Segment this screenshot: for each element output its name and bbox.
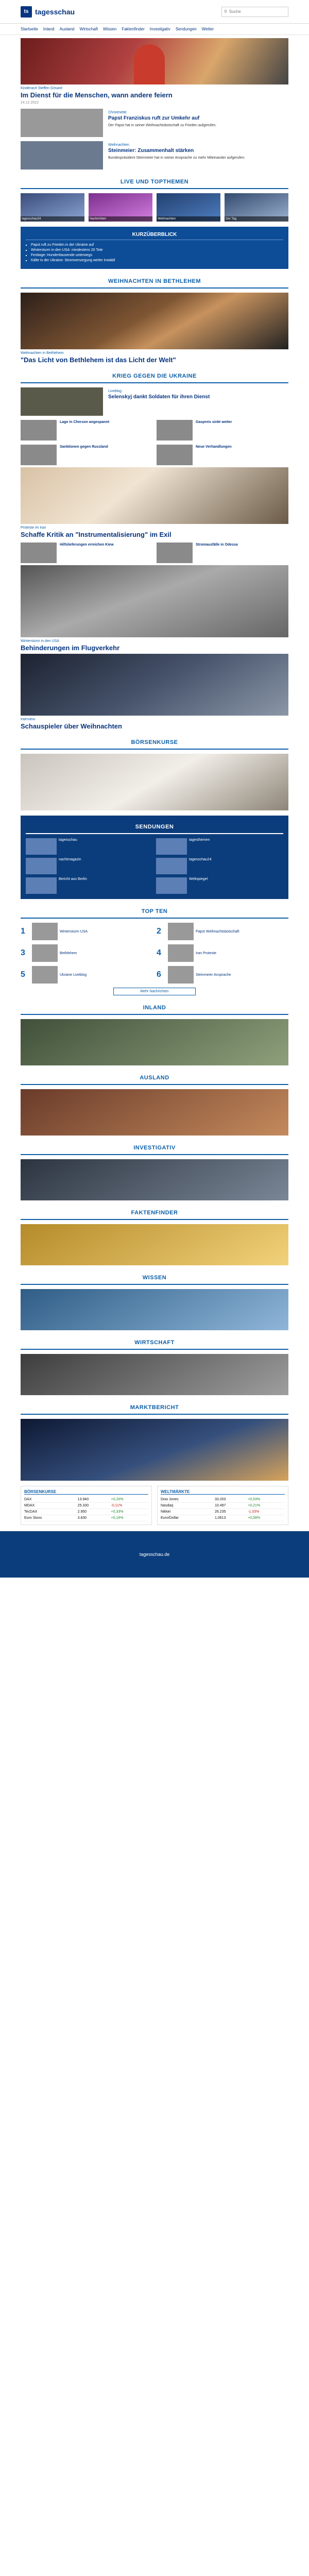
live-tile[interactable]: Der Tag bbox=[225, 193, 288, 222]
nav-item[interactable]: Wetter bbox=[201, 27, 214, 31]
search-placeholder: Suche bbox=[229, 9, 241, 14]
table-row[interactable]: Nikkei 26.235 -1,03% bbox=[161, 1509, 285, 1515]
sendung-item[interactable]: tagesschau24 bbox=[156, 858, 283, 874]
table-row[interactable]: Nasdaq 10.497 +0,21% bbox=[161, 1503, 285, 1509]
nav-item[interactable]: Wissen bbox=[103, 27, 117, 31]
wissen-image[interactable] bbox=[21, 1289, 288, 1330]
investigativ-image[interactable] bbox=[21, 1159, 288, 1200]
table-row[interactable]: MDAX 25.330 -0,11% bbox=[24, 1503, 148, 1509]
search-icon: ⚲ bbox=[224, 9, 227, 14]
search-input[interactable] bbox=[221, 7, 288, 17]
logo-mark: ts bbox=[21, 6, 32, 18]
table-row[interactable]: Euro Stoxx 3.830 +0,16% bbox=[24, 1515, 148, 1521]
teaser-kicker: Christmette bbox=[108, 111, 127, 114]
section-title-bethlehem: WEIHNACHTEN IN BETHLEHEM bbox=[21, 275, 288, 289]
hero-kicker: Kinderarzt Steffen Grisard bbox=[21, 87, 62, 90]
topten-item[interactable]: 6 Steinmeier Ansprache bbox=[157, 966, 288, 984]
section-title-boersen: BÖRSENKURSE bbox=[21, 736, 288, 750]
list-item[interactable]: Gaspreis sinkt weiter bbox=[157, 420, 288, 440]
teaser-text: Bundespräsident Steinmeier hat in seiner Ansprache zu mehr Miteinander aufgerufen. bbox=[108, 156, 246, 160]
boersen-table bbox=[21, 1486, 152, 1525]
topten-item[interactable]: 4 Iran Proteste bbox=[157, 944, 288, 962]
teaser[interactable] bbox=[21, 141, 288, 170]
footer bbox=[0, 1531, 309, 1578]
faktenfinder-image[interactable] bbox=[21, 1224, 288, 1265]
teaser-kicker: Liveblog bbox=[108, 389, 122, 393]
list-item[interactable]: Sanktionen gegen Russland bbox=[21, 445, 152, 465]
live-tile[interactable]: Nachrichten bbox=[89, 193, 152, 222]
bethlehem-image[interactable] bbox=[21, 293, 288, 349]
topten-item[interactable]: 2 Papst Weihnachtsbotschaft bbox=[157, 923, 288, 940]
market-tables bbox=[21, 1486, 288, 1525]
list-item[interactable]: Lage in Cherson angespannt bbox=[21, 420, 152, 440]
bethlehem-kicker: Weihnachten in Bethlehem bbox=[21, 351, 64, 355]
hero-headline[interactable]: Im Dienst für die Menschen, wann andere feiern bbox=[21, 91, 173, 99]
live-tile[interactable]: Weihnachten bbox=[157, 193, 220, 222]
interview-kicker: Interview bbox=[21, 718, 36, 721]
table-row[interactable]: TecDAX 2.950 +0,33% bbox=[24, 1509, 148, 1515]
top-bar bbox=[0, 0, 309, 24]
section-title-markt: MARKTBERICHT bbox=[21, 1401, 288, 1415]
kurz-item[interactable]: ▪ Papst ruft zu Frieden in der Ukraine auf bbox=[31, 243, 283, 247]
teaser[interactable] bbox=[21, 109, 288, 137]
hero-image[interactable] bbox=[21, 38, 288, 84]
sendung-item[interactable]: tagesthemen bbox=[156, 838, 283, 855]
welt-table bbox=[157, 1486, 288, 1525]
interview-headline[interactable]: Schauspieler über Weihnachten bbox=[21, 722, 122, 730]
kurzueberblick-box bbox=[21, 227, 288, 269]
table-row[interactable]: DAX 13.940 +0,20% bbox=[24, 1497, 148, 1503]
small-news-list bbox=[21, 420, 288, 465]
boersen-title: BÖRSENKURSE bbox=[24, 1489, 148, 1495]
table-row[interactable]: Dow Jones 33.203 +0,53% bbox=[161, 1497, 285, 1503]
weather-kicker: Wintersturm in den USA bbox=[21, 639, 60, 643]
section-title-ukraine: KRIEG GEGEN DIE UKRAINE bbox=[21, 370, 288, 383]
iran-image[interactable] bbox=[21, 467, 288, 524]
live-tiles bbox=[21, 193, 288, 222]
kurz-item[interactable]: ▪ Festtage: Hunderttausende unterwegs bbox=[31, 253, 283, 257]
teaser-title[interactable]: Papst Franziskus ruft zur Umkehr auf bbox=[108, 115, 200, 121]
main-nav bbox=[0, 24, 309, 35]
section-title-faktenfinder: FAKTENFINDER bbox=[21, 1207, 288, 1220]
section-title-investigativ: INVESTIGATIV bbox=[21, 1142, 288, 1155]
section-title-wissen: WISSEN bbox=[21, 1272, 288, 1285]
sendungen-box bbox=[21, 816, 288, 899]
teaser-title[interactable]: Steinmeier: Zusammenhalt stärken bbox=[108, 148, 194, 154]
nav-item[interactable]: Ausland bbox=[59, 27, 75, 31]
nav-item[interactable]: Investigativ bbox=[149, 27, 170, 31]
nav-item[interactable]: Faktenfinder bbox=[122, 27, 145, 31]
live-tile[interactable]: tagesschau24 bbox=[21, 193, 84, 222]
inland-image[interactable] bbox=[21, 1019, 288, 1065]
topten-list bbox=[21, 923, 288, 984]
kurz-item[interactable]: ▪ Kälte in der Ukraine: Stromversorgung weiter instabil bbox=[31, 259, 283, 262]
boersen-image[interactable] bbox=[21, 754, 288, 810]
small-news-list bbox=[21, 543, 288, 563]
nav-item[interactable]: Startseite bbox=[21, 27, 38, 31]
wirtschaft-image[interactable] bbox=[21, 1354, 288, 1395]
weather-headline[interactable]: Behinderungen im Flugverkehr bbox=[21, 644, 120, 652]
kurz-item[interactable]: ▪ Wintersturm in den USA: mindestens 20 Tote bbox=[31, 248, 283, 252]
iran-headline[interactable]: Schaffe Kritik an "Instrumentalisierung" im Exil bbox=[21, 531, 171, 538]
section-title-topten: TOP TEN bbox=[21, 905, 288, 919]
welt-title: WELTMÄRKTE bbox=[161, 1489, 285, 1495]
section-title-ausland: AUSLAND bbox=[21, 1072, 288, 1085]
nav-item[interactable]: Wirtschaft bbox=[79, 27, 98, 31]
list-item[interactable]: Stromausfälle in Odessa bbox=[157, 543, 288, 563]
nav-item[interactable]: Sendungen bbox=[175, 27, 197, 31]
topten-item[interactable]: 5 Ukraine Liveblog bbox=[21, 966, 152, 984]
list-item[interactable]: Hilfslieferungen erreichen Kiew bbox=[21, 543, 152, 563]
weather-image[interactable] bbox=[21, 565, 288, 637]
teaser-image bbox=[21, 109, 103, 137]
ausland-image[interactable] bbox=[21, 1089, 288, 1136]
teaser-image bbox=[21, 387, 103, 416]
section-title-wirtschaft: WIRTSCHAFT bbox=[21, 1336, 288, 1350]
logo-text: tagesschau bbox=[35, 7, 75, 16]
topten-item[interactable]: 3 Bethlehem bbox=[21, 944, 152, 962]
footer-text[interactable]: tagesschau.de bbox=[139, 1552, 170, 1557]
iran-kicker: Proteste im Iran bbox=[21, 526, 46, 530]
topten-item[interactable]: 1 Wintersturm USA bbox=[21, 923, 152, 940]
section-title-sendungen: SENDUNGEN bbox=[26, 821, 283, 834]
sendung-item[interactable]: Bericht aus Berlin bbox=[26, 877, 153, 894]
teaser-image bbox=[21, 141, 103, 170]
section-title-inland: INLAND bbox=[21, 1002, 288, 1015]
interview-image[interactable] bbox=[21, 654, 288, 716]
nav-item[interactable]: Inland bbox=[43, 27, 55, 31]
kurz-title: KURZÜBERBLICK bbox=[26, 232, 283, 240]
markt-image[interactable] bbox=[21, 1419, 288, 1481]
ukraine-teaser[interactable] bbox=[21, 387, 288, 416]
section-title-live: LIVE UND TOPTHEMEN bbox=[21, 176, 288, 189]
table-row[interactable]: Euro/Dollar 1,0613 +0,08% bbox=[161, 1515, 285, 1521]
list-item[interactable]: Neue Verhandlungen bbox=[157, 445, 288, 465]
teaser-title[interactable]: Selenskyj dankt Soldaten für ihren Dienst bbox=[108, 394, 210, 400]
more-button[interactable]: Mehr Nachrichten bbox=[113, 988, 196, 995]
sendung-item[interactable]: tagesschau bbox=[26, 838, 153, 855]
teaser-kicker: Weihnachten bbox=[108, 143, 129, 147]
sendung-item[interactable]: Weltspiegel bbox=[156, 877, 283, 894]
hero-meta: 24.12.2022 bbox=[21, 101, 39, 105]
bethlehem-headline[interactable]: "Das Licht von Bethlehem ist das Licht der Welt" bbox=[21, 356, 176, 364]
sendung-item[interactable]: nachtmagazin bbox=[26, 858, 153, 874]
teaser-text: Der Papst hat in seiner Weihnachtsbotschaft zu Frieden aufgerufen. bbox=[108, 124, 217, 127]
logo[interactable] bbox=[21, 6, 75, 18]
